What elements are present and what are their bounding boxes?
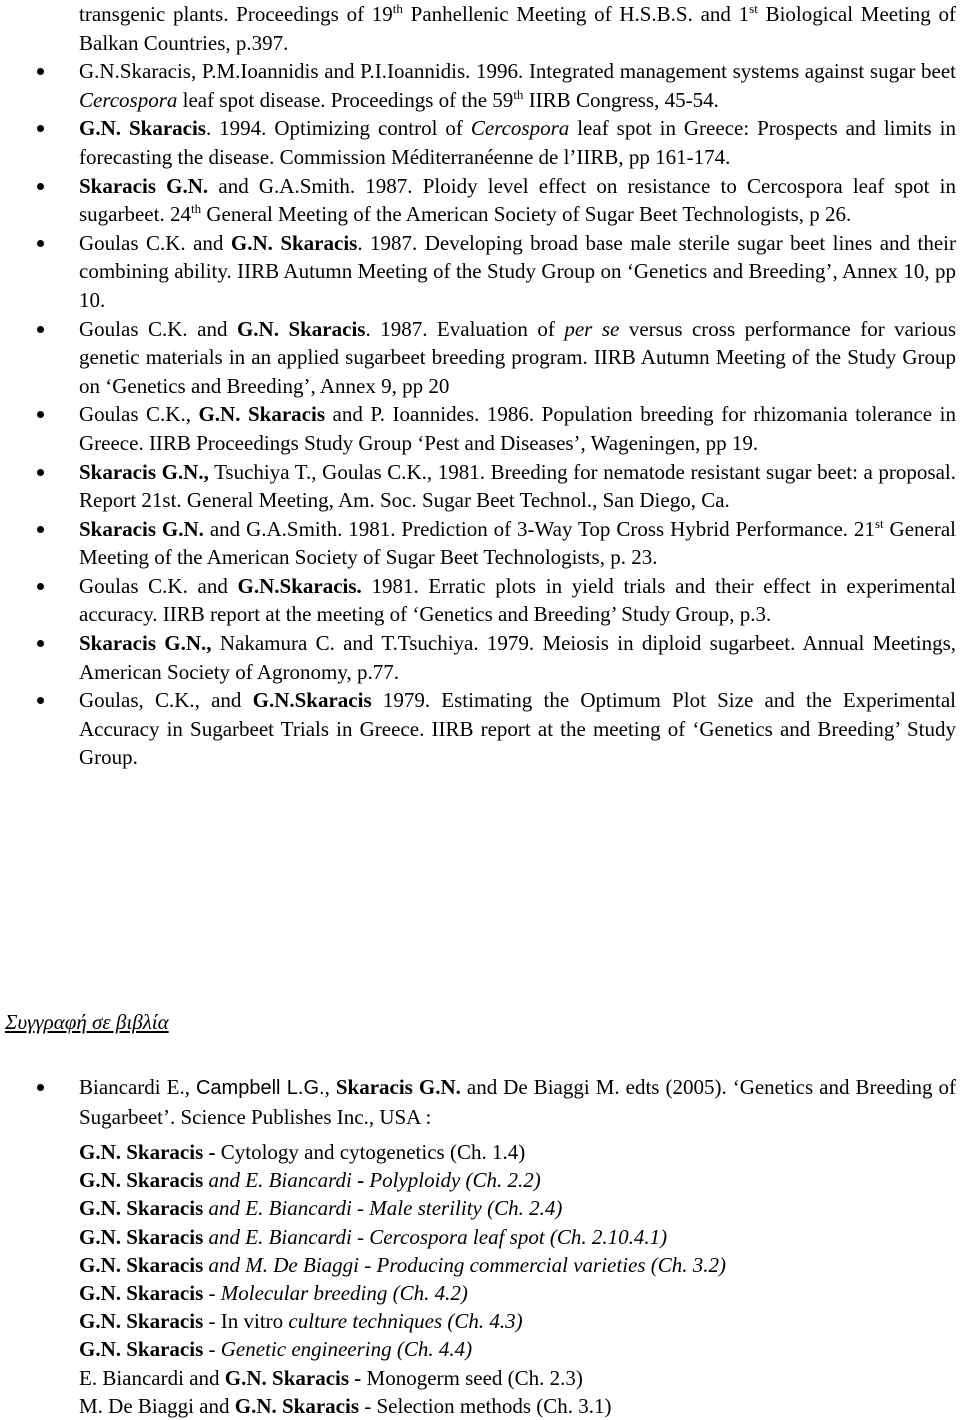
text-run: Cercospora (470, 116, 570, 141)
chapter-item (79, 1392, 949, 1420)
text-run: Tsuchiya T., Goulas C.K., 1981. Breeding for nematode resistant sugar beet: a proposal. Report 21st. General Meeting, Am. Soc. Sugar Beet Technol., San Diego, Ca. (79, 459, 956, 513)
text-run: . 1987. Evaluation of (365, 316, 565, 341)
text-run: Molecular breeding (Ch. 4.2) (220, 1280, 468, 1305)
text-run: General Meeting of the American Society of Sugar Beet Technologists, p. 23. (79, 516, 956, 570)
text-run: leaf spot in Greece: Prospects and limits in forecasting the disease. Commission Méditerranéenne de l’IIRB, pp 161-174. (79, 116, 956, 169)
bullet-icon (37, 411, 44, 418)
text-run: st (749, 1, 758, 16)
text-run: - (357, 1168, 370, 1193)
text-run: Skaracis G.N. (335, 1075, 461, 1099)
text-run: . 1987. Developing broad base male sterile sugar beet lines and their combining ability. IIRB Autumn Meeting of the Study Group on ‘Genetics and Breeding’, Annex 10, pp 10. (79, 230, 956, 312)
text-run: Skaracis G.N. (79, 173, 209, 198)
chapter-list (79, 1138, 949, 1420)
text-run: - (203, 1337, 221, 1362)
bullet-icon (37, 697, 44, 704)
chapter-item (79, 1223, 949, 1251)
reference-item (0, 515, 960, 572)
reference-item (0, 686, 960, 772)
text-run: and M. De Biaggi - Producing commercial varieties (Ch. 3.2) (203, 1252, 727, 1277)
text-run: Biancardi E., (79, 1075, 196, 1099)
text-run: st (874, 515, 884, 531)
text-run: G.N. Skaracis - (79, 1140, 221, 1164)
text-run: transgenic plants. Proceedings of 19 (79, 2, 393, 26)
text-run: Goulas C.K., (79, 402, 199, 427)
text-run: G.N. Skaracis (79, 1168, 204, 1193)
text-run: G.N.Skaracis (79, 59, 191, 84)
text-run: IIRB Congress, 45-54. (523, 87, 719, 112)
section-heading: Συγγραφή σε βιβλία (5, 1010, 169, 1034)
text-run: G.N. Skaracis (234, 1393, 359, 1418)
bullet-icon (37, 240, 44, 247)
text-run: and De Biaggi M. edts (2005). ‘Genetics and Breeding of Sugarbeet’. Science Publishes Inc., USA : (79, 1075, 956, 1129)
text-run: G.N. Skaracis (230, 230, 358, 255)
text-run: and G.A.Smith. 1981. Prediction of 3-Way Top Cross Hybrid Performance. 21 (203, 516, 875, 541)
text-run: G.N. Skaracis (79, 1252, 204, 1277)
text-run: Polyploidy (Ch. 2.2) (369, 1168, 541, 1193)
bullet-icon (37, 326, 44, 333)
reference-item (0, 315, 960, 401)
text-run: and P. Ioannides. 1986. Population breeding for rhizomania tolerance in Greece. IIRB Proceedings Study Group ‘Pest and Diseases’, Wageningen, pp 19. (79, 402, 956, 455)
text-run: . 1994. Optimizing control of (205, 116, 471, 141)
bullet-icon (37, 469, 44, 476)
text-run: th (190, 201, 202, 217)
text-run: and E. Biancardi - Cercospora leaf spot (Ch. 2.10.4.1) (203, 1224, 668, 1249)
text-run: per se (564, 316, 620, 341)
text-run: th (392, 1, 403, 16)
text-run: Cytology and cytogenetics (Ch. 1.4) (220, 1140, 526, 1164)
reference-item (0, 572, 960, 629)
text-run: G.N. Skaracis (79, 1309, 204, 1334)
reference-item (0, 458, 960, 515)
text-run: Skaracis G.N. (79, 516, 204, 541)
chapter-item (79, 1279, 949, 1307)
bullet-icon (37, 68, 44, 75)
chapter-item (79, 1364, 949, 1392)
chapter-item (79, 1166, 949, 1194)
text-run: Monogerm seed (Ch. 2.3) (366, 1365, 583, 1390)
reference-item (0, 400, 960, 457)
text-run: G.N.Skaracis (252, 688, 372, 713)
text-run: versus cross performance for various genetic materials in an applied sugarbeet breeding program. IIRB Autumn Meeting of the Study Group on ‘Genetics and Breeding’, Annex 9, pp 20 (79, 316, 956, 398)
text-run: Biological Meeting of Balkan Countries, p.397. (79, 2, 957, 55)
text-run: Campbell L.G. (195, 1077, 325, 1099)
chapter-item (79, 1251, 949, 1279)
text-run: M. De Biaggi and (79, 1393, 235, 1418)
reference-item (0, 172, 960, 229)
text-run: G.N. Skaracis (236, 316, 366, 341)
text-run: Goulas C.K. and (79, 316, 237, 341)
reference-item (0, 229, 960, 315)
chapter-item (79, 1307, 949, 1335)
chapter-item (79, 1335, 949, 1363)
reference-item (0, 114, 960, 171)
text-run: Goulas, C.K., and (79, 688, 253, 713)
text-run: , (324, 1075, 336, 1099)
text-run: G.N. Skaracis - (224, 1365, 367, 1390)
text-run: Goulas C.K. and (79, 573, 238, 598)
text-run: 1979. Estimating the Optimum Plot Size and the Experimental Accuracy in Sugarbeet Trials in Greece. IIRB report at the meeting of ‘Genetics and Breeding’ Study Group. (79, 688, 956, 770)
book-entry (0, 1073, 960, 1131)
text-run: Goulas C.K. and (79, 230, 231, 255)
chapter-item (79, 1138, 949, 1166)
text-run: 1981. Erratic plots in yield trials and their effect in experimental accuracy. IIRB report at the meeting of ‘Genetics and Breeding’ Study Group, p.3. (79, 573, 956, 627)
bullet-icon (37, 183, 44, 190)
reference-item (0, 57, 960, 114)
text-run: and G.A.Smith. 1987. Ploidy level effect on resistance to Cercospora leaf spot in sugarbeet. 24 (79, 173, 956, 227)
reference-item-continued (0, 0, 960, 57)
text-run: Panhellenic Meeting of H.S.B.S. and 1 (402, 2, 750, 26)
text-run: Cercospora (79, 87, 178, 112)
text-run: Skaracis G.N., (79, 631, 212, 656)
bullet-icon (37, 526, 44, 533)
text-run: Skaracis G.N., (79, 459, 209, 484)
bullet-icon (37, 640, 44, 647)
text-run: E. Biancardi and (79, 1365, 225, 1390)
text-run: Nakamura C. and T.Tsuchiya. 1979. Meiosis in diploid sugarbeet. Annual Meetings, American Society of Agronomy, p.77. (79, 631, 956, 684)
text-run: th (513, 86, 524, 102)
bullet-icon (37, 583, 44, 590)
reference-item (0, 629, 960, 686)
text-run: G.N.Skaracis. (237, 573, 362, 598)
text-run: and E. Biancardi - Male sterility (Ch. 2.4) (203, 1196, 563, 1221)
text-run: General Meeting of the American Society of Sugar Beet Technologists, p 26. (201, 202, 852, 227)
text-run: leaf spot disease. Proceedings of the 59 (177, 87, 514, 112)
bullet-icon (37, 1084, 44, 1091)
book-reference (0, 1073, 960, 1131)
text-run: G.N. Skaracis (79, 1280, 204, 1305)
bullet-icon (37, 125, 44, 132)
chapter-item (79, 1194, 949, 1222)
text-run: and E. Biancardi (203, 1168, 358, 1193)
text-run: G.N. Skaracis (79, 1196, 204, 1221)
text-run: G.N. Skaracis (198, 402, 325, 427)
text-run: G.N. Skaracis (79, 1337, 204, 1362)
text-run: - (203, 1280, 221, 1305)
text-run: - Selection methods (Ch. 3.1) (359, 1393, 612, 1418)
text-run: culture techniques (Ch. 4.3) (288, 1309, 523, 1334)
text-run: , P.M.Ioannidis and P.I.Ioannidis. 1996. Integrated management systems against sugar beet (190, 59, 956, 84)
text-run: Genetic engineering (Ch. 4.4) (220, 1337, 473, 1362)
text-run: - In vitro (203, 1309, 289, 1334)
text-run: G.N. Skaracis (79, 116, 206, 141)
text-run: G.N. Skaracis (79, 1224, 204, 1249)
